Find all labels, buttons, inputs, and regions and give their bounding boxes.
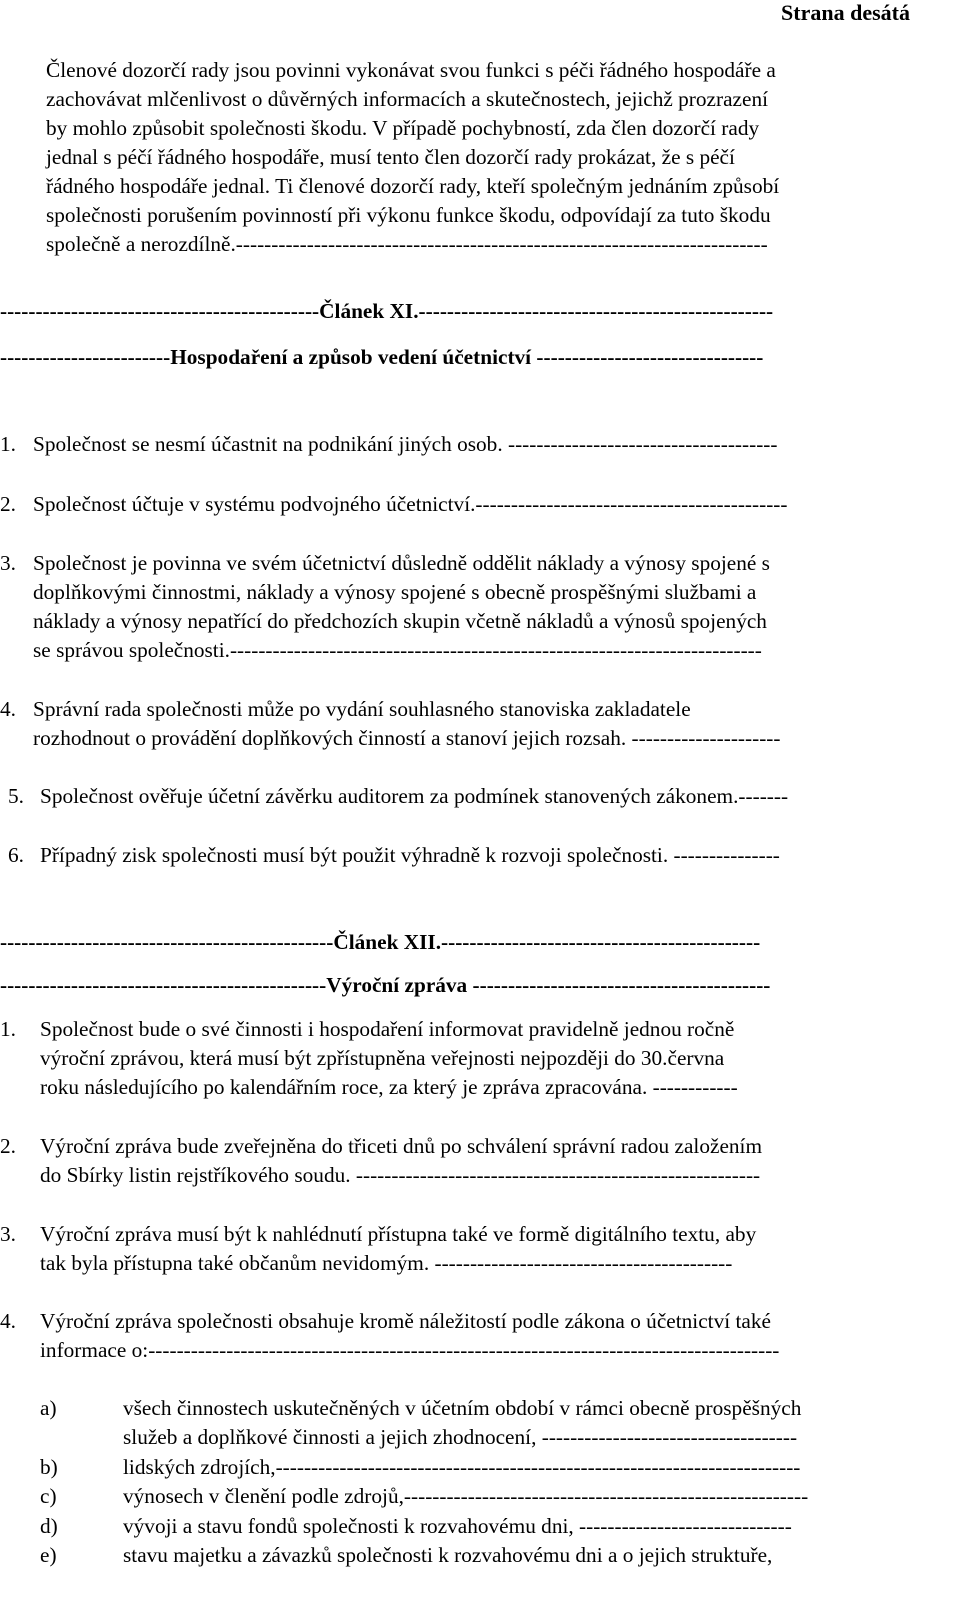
item-text: Správní rada společnosti může po vydání souhlasného stanoviska zakladatele	[33, 697, 691, 721]
intro-line: Členové dozorčí rady jsou povinni vykonávat svou funkci s péči řádného hospodáře a	[46, 58, 776, 82]
item-number: 3.	[0, 1222, 16, 1246]
sub-item-letter: e)	[40, 1543, 57, 1567]
page-label: Strana desátá	[781, 0, 910, 25]
intro-line: by mohlo způsobit společnosti škodu. V případě pochybností, zda člen dozorčí rady	[46, 116, 760, 140]
item-text: roku následujícího po kalendářním roce, za který je zpráva zpracována. ------------	[40, 1075, 738, 1099]
intro-line: společně a nerozdílně.---------------------------------------------------------------------------	[46, 232, 768, 256]
item-text: Společnost ověřuje účetní závěrku auditorem za podmínek stanovených zákonem.-------	[40, 784, 789, 808]
sub-item-letter: b)	[40, 1455, 58, 1479]
item-number: 3.	[0, 551, 16, 575]
item-text: rozhodnout o provádění doplňkových činností a stanoví jejich rozsah. ---------------------	[33, 726, 781, 750]
item-text: Případný zisk společnosti musí být použit výhradně k rozvoji společnosti. ---------------	[40, 843, 780, 867]
sub-item-text: všech činnostech uskutečněných v účetním období v rámci obecně prospěšných	[123, 1396, 802, 1420]
intro-line: společnosti porušením povinností při výkonu funkce škodu, odpovídají za tuto škodu	[46, 203, 771, 227]
item-text: Společnost je povinna ve svém účetnictví důsledně oddělit náklady a výnosy spojené s	[33, 551, 770, 575]
sub-item-letter: c)	[40, 1484, 57, 1508]
intro-line: řádného hospodáře jednal. Ti členové dozorčí rady, kteří společným jednáním způsobí	[46, 174, 780, 198]
intro-line: jednal s péčí řádného hospodáře, musí tento člen dozorčí rady prokázat, že s péčí	[46, 145, 735, 169]
item-text: Společnost se nesmí účastnit na podnikání jiných osob. --------------------------------------	[33, 432, 778, 456]
item-text: Společnost účtuje v systému podvojného účetnictví.--------------------------------------------	[33, 492, 788, 516]
article-12-heading: -----------------------------------------------Článek XII.---------------------------------------------	[0, 930, 761, 954]
sub-item-text: služeb a doplňkové činnosti a jejich zhodnocení, ------------------------------------	[123, 1425, 798, 1449]
item-text: Výroční zpráva společnosti obsahuje kromě náležitostí podle zákona o účetnictví také	[40, 1309, 771, 1333]
sub-item-text: výnosech v členění podle zdrojů,---------------------------------------------------------	[123, 1484, 809, 1508]
article-11-heading: ---------------------------------------------Článek XI.--------------------------------------------------	[0, 299, 774, 323]
sub-item-text: stavu majetku a závazků společnosti k rozvahovému dni a o jejich struktuře,	[123, 1543, 773, 1567]
item-text: tak byla přístupna také občanům nevidomým. ------------------------------------------	[40, 1251, 733, 1275]
item-number: 6.	[8, 843, 24, 867]
item-number: 1.	[0, 432, 16, 456]
article-12-subheading: ----------------------------------------------Výroční zpráva ------------------------------------------	[0, 973, 771, 997]
item-number: 5.	[8, 784, 24, 808]
sub-item-letter: a)	[40, 1396, 57, 1420]
item-text: se správou společnosti.---------------------------------------------------------------------------	[33, 638, 762, 662]
item-text: Společnost bude o své činnosti i hospodaření informovat pravidelně jednou ročně	[40, 1017, 735, 1041]
article-11-subheading: ------------------------Hospodaření a způsob vedení účetnictví --------------------------------	[0, 345, 764, 369]
item-number: 1.	[0, 1017, 16, 1041]
sub-item-letter: d)	[40, 1514, 58, 1538]
item-text: Výroční zpráva musí být k nahlédnutí přístupna také ve formě digitálního textu, aby	[40, 1222, 757, 1246]
item-text: doplňkovými činnostmi, náklady a výnosy spojené s obecně prospěšnými službami a	[33, 580, 757, 604]
item-text: náklady a výnosy nepatřící do předchozích skupin včetně nákladů a výnosů spojených	[33, 609, 767, 633]
item-number: 4.	[0, 1309, 16, 1333]
item-text: výroční zprávou, která musí být zpřístupněna veřejnosti nejpozději do 30.června	[40, 1046, 725, 1070]
item-number: 4.	[0, 697, 16, 721]
item-number: 2.	[0, 1134, 16, 1158]
intro-line: zachovávat mlčenlivost o důvěrných informacích a skutečnostech, jejichž prozrazení	[46, 87, 769, 111]
item-text: informace o:-----------------------------------------------------------------------------------------	[40, 1338, 780, 1362]
sub-item-text: vývoji a stavu fondů společnosti k rozvahovému dni, ------------------------------	[123, 1514, 792, 1538]
sub-item-text: lidských zdrojích,--------------------------------------------------------------------------	[123, 1455, 801, 1479]
item-number: 2.	[0, 492, 16, 516]
item-text: Výroční zpráva bude zveřejněna do třiceti dnů po schválení správní radou založením	[40, 1134, 763, 1158]
item-text: do Sbírky listin rejstříkového soudu. ---------------------------------------------------------	[40, 1163, 761, 1187]
